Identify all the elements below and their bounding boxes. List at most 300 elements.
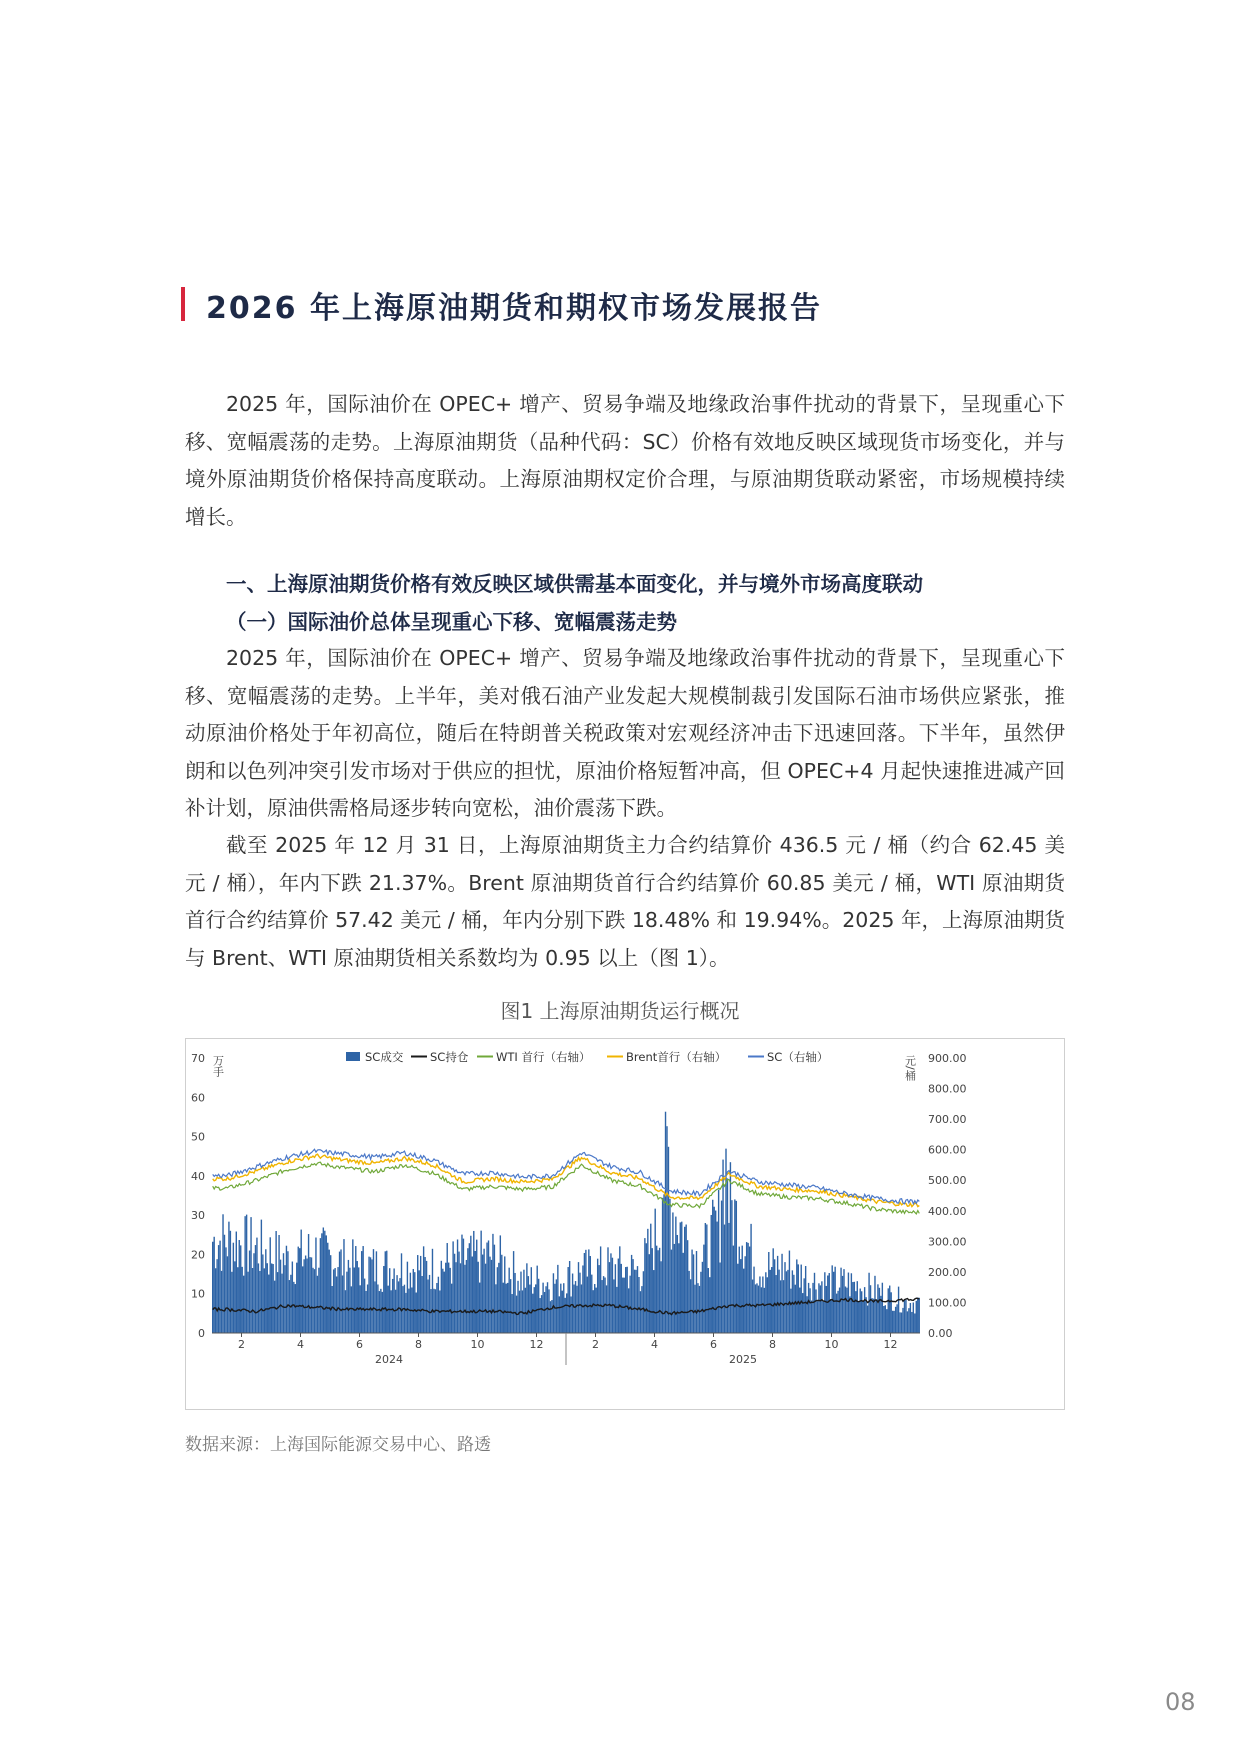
volume-bar — [234, 1261, 235, 1333]
volume-bar — [632, 1259, 633, 1333]
volume-bar — [647, 1229, 648, 1333]
volume-bar — [386, 1251, 387, 1333]
volume-bar — [563, 1283, 564, 1333]
volume-bar — [441, 1261, 442, 1333]
volume-bar — [714, 1207, 715, 1333]
volume-bar — [876, 1299, 877, 1333]
volume-bar — [331, 1286, 332, 1333]
left-tick-label: 40 — [191, 1169, 205, 1183]
volume-bar — [837, 1291, 838, 1333]
volume-bar — [444, 1272, 445, 1333]
volume-bar — [854, 1282, 855, 1333]
volume-bar — [281, 1274, 282, 1333]
oil-futures-chart — [186, 1039, 1064, 1409]
volume-bar — [525, 1288, 526, 1333]
volume-bar — [283, 1253, 284, 1333]
x-tick-label: 8 — [415, 1338, 422, 1351]
x-year-label: 2025 — [729, 1353, 757, 1366]
left-tick-label: 20 — [191, 1248, 205, 1262]
volume-bar — [622, 1278, 623, 1333]
volume-bar — [455, 1262, 456, 1333]
volume-bar — [258, 1263, 259, 1333]
volume-bar — [529, 1285, 530, 1333]
volume-bar — [447, 1243, 448, 1333]
volume-bar — [871, 1298, 872, 1333]
volume-bar — [862, 1302, 863, 1333]
volume-bar — [239, 1240, 240, 1333]
volume-bar — [719, 1263, 720, 1333]
volume-bar — [295, 1284, 296, 1333]
volume-bar — [216, 1259, 217, 1333]
volume-bar — [566, 1293, 567, 1333]
volume-bar — [240, 1245, 241, 1333]
volume-bar — [703, 1245, 704, 1333]
volume-bar — [454, 1254, 455, 1333]
volume-bar — [770, 1270, 771, 1333]
volume-bar — [308, 1234, 309, 1333]
volume-bar — [539, 1298, 540, 1333]
volume-bar — [842, 1276, 843, 1333]
volume-bar — [343, 1239, 344, 1333]
volume-bar — [709, 1277, 710, 1333]
volume-bar — [730, 1162, 731, 1333]
volume-bar — [506, 1284, 507, 1333]
volume-bar — [612, 1258, 613, 1333]
volume-bar — [706, 1224, 707, 1333]
volume-bar — [374, 1281, 375, 1333]
volume-bar — [376, 1251, 377, 1333]
volume-bar — [230, 1231, 231, 1333]
volume-bar — [475, 1251, 476, 1333]
volume-bar — [705, 1223, 706, 1333]
volume-bar — [607, 1247, 608, 1333]
volume-bar — [734, 1199, 735, 1333]
volume-bar — [278, 1235, 279, 1333]
volume-bar — [280, 1260, 281, 1333]
volume-bar — [321, 1233, 322, 1333]
volume-bar — [548, 1289, 549, 1333]
section-heading-1: 一、上海原油期货价格有效反映区域供需基本面变化，并与境外市场高度联动 — [226, 572, 923, 596]
legend-label: Brent首行（右轴） — [626, 1050, 727, 1064]
volume-bar — [889, 1286, 890, 1333]
volume-bar — [655, 1209, 656, 1333]
volume-bar — [629, 1276, 630, 1333]
volume-bar — [860, 1289, 861, 1333]
volume-bar — [867, 1306, 868, 1333]
x-tick-label: 12 — [883, 1338, 898, 1351]
series-line — [213, 1149, 920, 1204]
volume-bar — [640, 1291, 641, 1333]
legend-swatch — [346, 1052, 360, 1061]
volume-bar — [908, 1308, 909, 1333]
volume-bar — [702, 1262, 703, 1333]
volume-bar — [421, 1276, 422, 1333]
volume-bar — [424, 1257, 425, 1333]
volume-bar — [917, 1298, 918, 1333]
volume-bar — [796, 1259, 797, 1333]
volume-bar — [593, 1290, 594, 1333]
volume-bar — [892, 1311, 893, 1333]
volume-bar — [742, 1246, 743, 1333]
intro-text: 2025 年，国际油价在 OPEC+ 增产、贸易争端及地缘政治事件扰动的背景下，呈现重心下移、宽幅震荡的走势。上海原油期货（品种代码：SC）价格有效地反映区域现货市场变化，并与境外原油期货价格保持高度联动。上海原油期权定价合理，与原油期货联动紧密，市场规模持续增长。 — [185, 392, 1065, 529]
left-tick-label: 10 — [191, 1287, 205, 1301]
volume-bar — [821, 1281, 822, 1333]
volume-bar — [442, 1269, 443, 1333]
volume-bar — [886, 1309, 887, 1333]
volume-bars — [212, 1112, 920, 1333]
volume-bar — [352, 1239, 353, 1333]
volume-bar — [893, 1311, 894, 1333]
paragraph-2 — [185, 827, 1065, 977]
volume-bar — [839, 1288, 840, 1333]
volume-bar — [721, 1201, 722, 1333]
volume-bar — [392, 1279, 393, 1333]
volume-bar — [737, 1264, 738, 1333]
volume-bar — [501, 1255, 502, 1333]
left-tick-label: 0 — [198, 1327, 205, 1340]
volume-bar — [615, 1264, 616, 1333]
volume-bar — [584, 1253, 585, 1333]
volume-bar — [504, 1256, 505, 1333]
volume-bar — [728, 1223, 729, 1333]
volume-bar — [600, 1246, 601, 1333]
volume-bar — [616, 1287, 617, 1333]
x-tick-label: 2 — [592, 1338, 599, 1351]
volume-bar — [833, 1272, 834, 1333]
volume-bar — [306, 1259, 307, 1333]
volume-bar — [383, 1266, 384, 1333]
volume-bar — [659, 1248, 660, 1333]
volume-bar — [678, 1243, 679, 1333]
right-tick-label: 300.00 — [928, 1235, 967, 1249]
paragraph-2-text: 截至 2025 年 12 月 31 日，上海原油期货主力合约结算价 436.5 元 / 桶（约合 62.45 美元 / 桶），年内下跌 21.37%。Brent 原油期货首行合约结算价 60.85 美元 / 桶，WTI 原油期货首行合约结算价 57.42 美元 / 桶，年内分别下跌 18.48% 和 19.94%。2025 年，上海原油期货与 Brent、WTI 原油期货相关系数均为 0.95 以上（图 1）。 — [185, 833, 1065, 970]
x-tick-label: 4 — [297, 1338, 304, 1351]
volume-bar — [699, 1286, 700, 1333]
volume-bar — [907, 1311, 908, 1333]
volume-bar — [579, 1273, 580, 1333]
volume-bar — [531, 1267, 532, 1333]
volume-bar — [634, 1270, 635, 1333]
volume-bar — [885, 1305, 886, 1333]
volume-bar — [486, 1243, 487, 1333]
volume-bar — [625, 1267, 626, 1333]
volume-bar — [309, 1257, 310, 1333]
volume-bar — [290, 1275, 291, 1333]
volume-bar — [544, 1292, 545, 1333]
volume-bar — [652, 1248, 653, 1333]
volume-bar — [911, 1312, 912, 1333]
volume-bar — [691, 1250, 692, 1333]
legend-label: SC（右轴） — [767, 1050, 829, 1064]
volume-bar — [594, 1284, 595, 1333]
volume-bar — [610, 1253, 611, 1333]
volume-bar — [913, 1302, 914, 1333]
chart-legend — [346, 1050, 828, 1064]
x-tick-label: 10 — [824, 1338, 839, 1351]
volume-bar — [256, 1238, 257, 1333]
volume-bar — [861, 1291, 862, 1333]
legend-label: SC持仓 — [430, 1050, 469, 1064]
volume-bar — [389, 1268, 390, 1333]
volume-bar — [743, 1269, 744, 1333]
volume-bar — [700, 1272, 701, 1333]
volume-bar — [643, 1271, 644, 1333]
left-axis-unit: 万手 — [211, 1055, 225, 1077]
volume-bar — [284, 1265, 285, 1333]
volume-bar — [314, 1269, 315, 1333]
volume-bar — [773, 1248, 774, 1333]
volume-bar — [557, 1265, 558, 1333]
volume-bar — [390, 1290, 391, 1333]
volume-bar — [780, 1280, 781, 1333]
volume-bar — [724, 1225, 725, 1333]
volume-bar — [507, 1283, 508, 1333]
volume-bar — [619, 1246, 620, 1333]
volume-bar — [858, 1301, 859, 1333]
right-tick-label: 200.00 — [928, 1265, 967, 1279]
volume-bar — [243, 1276, 244, 1333]
volume-bar — [801, 1265, 802, 1333]
volume-bar — [771, 1267, 772, 1333]
volume-bar — [823, 1302, 824, 1333]
volume-bar — [675, 1217, 676, 1333]
volume-bar — [317, 1276, 318, 1333]
volume-bar — [494, 1245, 495, 1333]
volume-bar — [491, 1260, 492, 1333]
volume-bar — [361, 1251, 362, 1333]
volume-bar — [656, 1246, 657, 1333]
volume-bar — [296, 1263, 297, 1333]
volume-bar — [879, 1288, 880, 1333]
volume-bar — [480, 1231, 481, 1333]
volume-bar — [756, 1283, 757, 1333]
paragraph-1-text: 2025 年，国际油价在 OPEC+ 增产、贸易争端及地缘政治事件扰动的背景下，呈现重心下移、宽幅震荡的走势。上半年，美对俄石油产业发起大规模制裁引发国际石油市场供应紧张，推动原油价格处于年初高位，随后在特朗普关税政策对宏观经济冲击下迅速回落。下半年，虽然伊朗和以色列冲突引发市场对于供应的担忧，原油价格短暂冲高，但 OPEC+4 月起快速推进减产回补计划，原油供需格局逐步转向宽松，油价震荡下跌。 — [185, 646, 1065, 820]
volume-bar — [696, 1251, 697, 1333]
volume-bar — [469, 1243, 470, 1333]
volume-bar — [351, 1286, 352, 1333]
volume-bar — [795, 1285, 796, 1333]
volume-bar — [901, 1313, 902, 1333]
volume-bar — [250, 1217, 251, 1333]
volume-bar — [851, 1273, 852, 1333]
volume-bar — [510, 1279, 511, 1333]
volume-bar — [805, 1266, 806, 1333]
volume-bar — [685, 1225, 686, 1333]
left-tick-label: 50 — [191, 1130, 205, 1144]
volume-bar — [451, 1284, 452, 1333]
volume-bar — [874, 1276, 875, 1333]
volume-bar — [349, 1268, 350, 1333]
volume-bar — [224, 1235, 225, 1333]
volume-bar — [849, 1296, 850, 1333]
volume-bar — [572, 1274, 573, 1333]
volume-bar — [478, 1262, 479, 1333]
right-tick-label: 600.00 — [928, 1143, 967, 1157]
volume-bar — [311, 1257, 312, 1333]
right-tick-label: 100.00 — [928, 1296, 967, 1310]
chart-container — [185, 1038, 1065, 1410]
volume-bar — [520, 1272, 521, 1333]
volume-bar — [413, 1269, 414, 1333]
volume-bar — [597, 1259, 598, 1333]
volume-bar — [684, 1227, 685, 1333]
volume-bar — [711, 1215, 712, 1333]
volume-bar — [301, 1230, 302, 1333]
volume-bar — [576, 1286, 577, 1333]
volume-bar — [305, 1255, 306, 1333]
volume-bar — [790, 1289, 791, 1333]
volume-bar — [553, 1273, 554, 1333]
x-tick-label: 4 — [651, 1338, 658, 1351]
volume-bar — [420, 1256, 421, 1333]
volume-bar — [582, 1265, 583, 1333]
x-tick-label: 10 — [470, 1338, 485, 1351]
volume-bar — [811, 1300, 812, 1333]
right-tick-label: 400.00 — [928, 1204, 967, 1218]
volume-bar — [385, 1251, 386, 1333]
volume-bar — [787, 1270, 788, 1333]
volume-bar — [755, 1284, 756, 1333]
volume-bar — [333, 1269, 334, 1333]
volume-bar — [323, 1227, 324, 1333]
volume-bar — [680, 1222, 681, 1333]
volume-bar — [324, 1231, 325, 1333]
volume-bar — [746, 1242, 747, 1333]
volume-bar — [541, 1295, 542, 1333]
volume-bar — [789, 1251, 790, 1333]
right-tick-label: 900.00 — [928, 1052, 967, 1065]
volume-bar — [252, 1268, 253, 1333]
volume-bar — [416, 1293, 417, 1333]
volume-bar — [218, 1245, 219, 1333]
volume-bar — [326, 1235, 327, 1333]
volume-bar — [573, 1285, 574, 1333]
volume-bar — [764, 1288, 765, 1333]
volume-bar — [870, 1285, 871, 1333]
volume-bar — [588, 1249, 589, 1333]
volume-bar — [812, 1283, 813, 1333]
volume-bar — [436, 1283, 437, 1333]
volume-bar — [786, 1271, 787, 1333]
volume-bar — [843, 1269, 844, 1333]
left-tick-label: 70 — [191, 1052, 205, 1065]
volume-bar — [255, 1245, 256, 1333]
volume-bar — [464, 1265, 465, 1333]
volume-bar — [535, 1284, 536, 1333]
volume-bar — [677, 1235, 678, 1333]
volume-bar — [761, 1287, 762, 1333]
volume-bar — [587, 1277, 588, 1333]
volume-bar — [567, 1267, 568, 1333]
volume-bar — [463, 1239, 464, 1333]
volume-bar — [336, 1276, 337, 1333]
volume-bar — [497, 1267, 498, 1333]
volume-bar — [262, 1254, 263, 1333]
volume-bar — [578, 1262, 579, 1333]
volume-bar — [514, 1273, 515, 1333]
volume-bar — [237, 1267, 238, 1333]
volume-bar — [405, 1293, 406, 1333]
volume-bar — [488, 1240, 489, 1333]
volume-bar — [868, 1273, 869, 1333]
volume-bar — [419, 1270, 420, 1333]
volume-bar — [438, 1277, 439, 1333]
volume-bar — [498, 1263, 499, 1333]
volume-bar — [222, 1214, 223, 1333]
right-axis-unit: 元/桶 — [903, 1055, 917, 1081]
volume-bar — [452, 1241, 453, 1333]
volume-bar — [461, 1235, 462, 1333]
volume-bar — [513, 1251, 514, 1333]
volume-bar — [398, 1281, 399, 1333]
volume-bar — [768, 1252, 769, 1333]
volume-bar — [902, 1308, 903, 1333]
volume-bar — [820, 1285, 821, 1333]
volume-bar — [550, 1301, 551, 1333]
volume-bar — [265, 1249, 266, 1333]
volume-bar — [624, 1278, 625, 1333]
volume-bar — [457, 1239, 458, 1333]
volume-bar — [650, 1224, 651, 1333]
volume-bar — [215, 1268, 216, 1333]
volume-bar — [674, 1244, 675, 1333]
volume-bar — [293, 1282, 294, 1333]
volume-bar — [377, 1284, 378, 1333]
volume-bar — [798, 1264, 799, 1333]
volume-bar — [339, 1252, 340, 1333]
volume-bar — [523, 1270, 524, 1333]
volume-bar — [671, 1250, 672, 1333]
page-number: 08 — [1165, 1688, 1196, 1716]
volume-bar — [379, 1291, 380, 1333]
volume-bar — [694, 1285, 695, 1333]
volume-bar — [808, 1283, 809, 1333]
volume-bar — [693, 1254, 694, 1333]
volume-bar — [542, 1283, 543, 1333]
volume-bar — [672, 1212, 673, 1333]
volume-bar — [733, 1246, 734, 1333]
x-tick-label: 2 — [238, 1338, 245, 1351]
volume-bar — [569, 1261, 570, 1333]
volume-bar — [919, 1298, 920, 1333]
volume-bar — [364, 1279, 365, 1333]
volume-bar — [320, 1238, 321, 1333]
volume-bar — [330, 1255, 331, 1333]
volume-bar — [635, 1270, 636, 1333]
volume-bar — [458, 1252, 459, 1333]
volume-bar — [445, 1263, 446, 1333]
volume-bar — [688, 1271, 689, 1333]
volume-bar — [271, 1263, 272, 1333]
volume-bar — [683, 1253, 684, 1333]
volume-bar — [852, 1282, 853, 1333]
volume-bar — [345, 1290, 346, 1333]
volume-bar — [809, 1288, 810, 1333]
volume-bar — [781, 1254, 782, 1333]
volume-bar — [581, 1284, 582, 1333]
volume-bar — [312, 1268, 313, 1333]
volume-bar — [848, 1273, 849, 1333]
volume-bar — [731, 1200, 732, 1333]
volume-bar — [213, 1237, 214, 1333]
volume-bar — [556, 1279, 557, 1333]
volume-bar — [626, 1267, 627, 1333]
volume-bar — [646, 1243, 647, 1333]
volume-bar — [628, 1288, 629, 1333]
legend-label: SC成交 — [365, 1050, 404, 1064]
volume-bar — [591, 1275, 592, 1333]
volume-bar — [242, 1267, 243, 1333]
